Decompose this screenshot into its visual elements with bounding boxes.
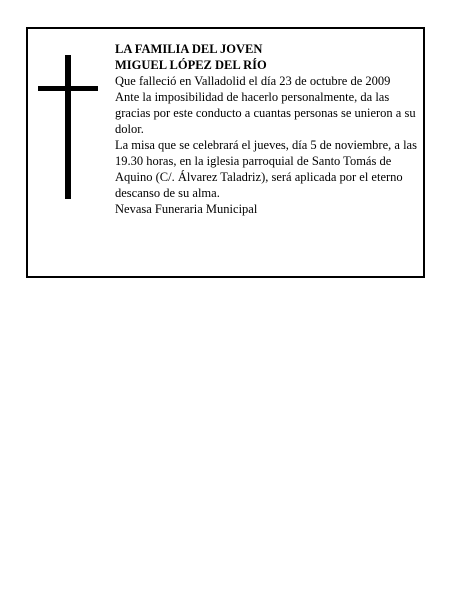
mass-announcement: La misa que se celebrará el jueves, día 5 de noviembre, a las 19.30 horas, en la iglesia parroquial de Santo Tomás de Aquino (C/. Álvarez Taladriz), será aplicada por el eterno descanso de su alma. <box>115 138 417 200</box>
gratitude-statement: Ante la imposibilidad de hacerlo personalmente, da las gracias por este conducto a cuantas personas se unieron a su dolor. <box>115 90 416 136</box>
family-heading: LA FAMILIA DEL JOVEN <box>115 42 263 56</box>
cross-icon <box>38 55 98 199</box>
death-statement: Que falleció en Valladolid el día 23 de octubre de 2009 <box>115 74 391 88</box>
cross-vertical-bar <box>65 55 71 199</box>
funeral-home: Nevasa Funeraria Municipal <box>115 202 258 216</box>
obituary-notice <box>26 27 425 278</box>
deceased-name: MIGUEL LÓPEZ DEL RÍO <box>115 58 267 72</box>
cross-horizontal-bar <box>38 86 98 91</box>
notice-text <box>115 41 420 217</box>
